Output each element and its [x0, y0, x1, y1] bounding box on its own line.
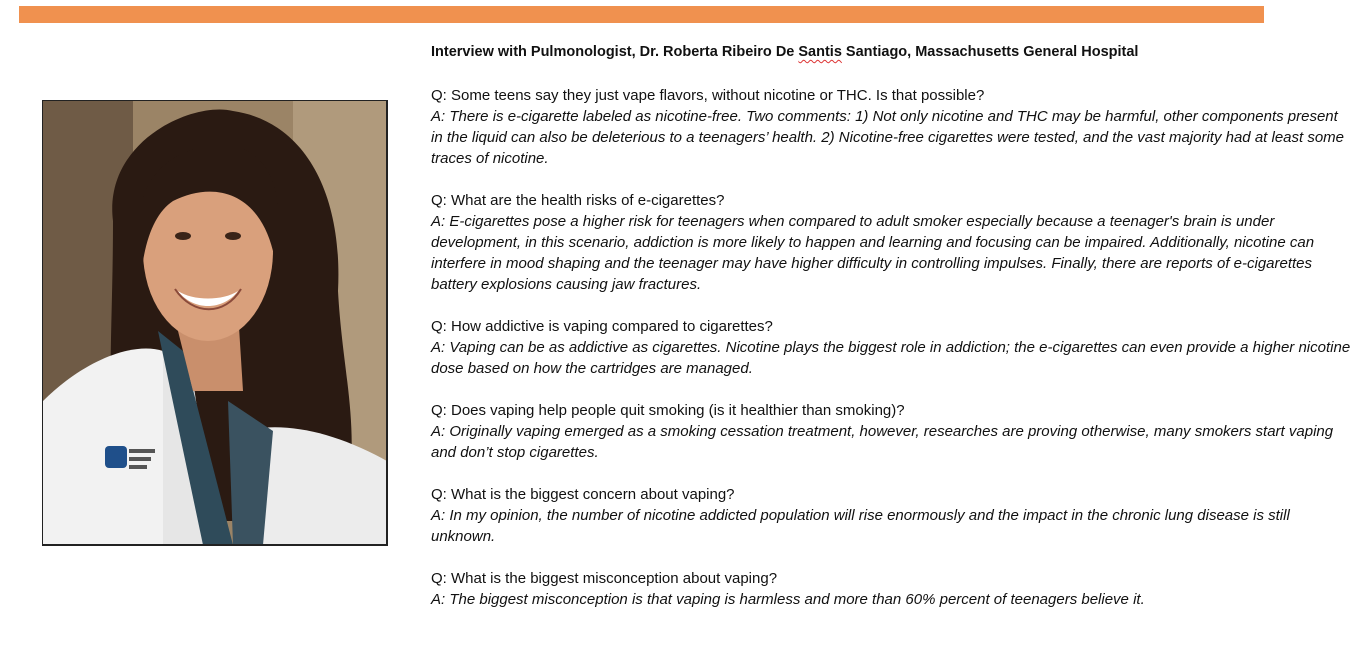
- answer: A: There is e-cigarette labeled as nicotine-free. Two comments: 1) Not only nicotine and THC may be harmful, other components present in the liquid can also be deleterious to a teenagers’ health. 2) Nicotine-free cigarettes were tested, and the vast majority had at least some traces of nicotine.: [431, 108, 1345, 167]
- qa-item: [431, 85, 1351, 169]
- question: Q: Some teens say they just vape flavors, without nicotine or THC. Is that possible?: [431, 87, 985, 104]
- answer: A: E-cigarettes pose a higher risk for teenagers when compared to adult smoker especially because a teenager's brain is under development, in this scenario, addiction is more likely to happen and learning and focusing can be impaired. Additionally, nicotine can interfere in mood shaping and the teenager may have higher difficulty in controlling impulses. Finally, there are reports of e-cigarettes battery explosions causing jaw fractures.: [431, 213, 1315, 293]
- question: Q: What is the biggest concern about vaping?: [431, 486, 735, 503]
- answer: A: The biggest misconception is that vaping is harmless and more than 60% percent of teenagers believe it.: [431, 591, 1145, 608]
- portrait-illustration: [43, 101, 387, 545]
- qa-item: [431, 316, 1351, 379]
- question: Q: How addictive is vaping compared to cigarettes?: [431, 318, 773, 335]
- qa-item: [431, 190, 1351, 295]
- answer: A: Vaping can be as addictive as cigarettes. Nicotine plays the biggest role in addiction; the e-cigarettes can even provide a higher nicotine dose based on how the cartridges are managed.: [431, 339, 1351, 377]
- qa-item: [431, 484, 1351, 547]
- title-prefix: Interview with Pulmonologist, Dr. Roberta Ribeiro De: [431, 44, 799, 60]
- header-accent-bar: [19, 6, 1264, 23]
- interview-title: [431, 42, 1351, 63]
- question: Q: What is the biggest misconception about vaping?: [431, 570, 778, 587]
- portrait-photo: [42, 100, 388, 546]
- question: Q: What are the health risks of e-cigarettes?: [431, 192, 725, 209]
- question: Q: Does vaping help people quit smoking (is it healthier than smoking)?: [431, 402, 905, 419]
- qa-item: [431, 568, 1351, 610]
- answer: A: Originally vaping emerged as a smoking cessation treatment, however, researches are proving otherwise, many smokers start vaping and don’t stop cigarettes.: [431, 423, 1334, 461]
- title-spellcheck-word: Santis: [798, 44, 842, 60]
- qa-item: [431, 400, 1351, 463]
- answer: A: In my opinion, the number of nicotine addicted population will rise enormously and the impact in the chronic lung disease is still unknown.: [431, 507, 1290, 545]
- interview-text: [431, 42, 1351, 631]
- title-suffix: Santiago, Massachusetts General Hospital: [841, 44, 1139, 60]
